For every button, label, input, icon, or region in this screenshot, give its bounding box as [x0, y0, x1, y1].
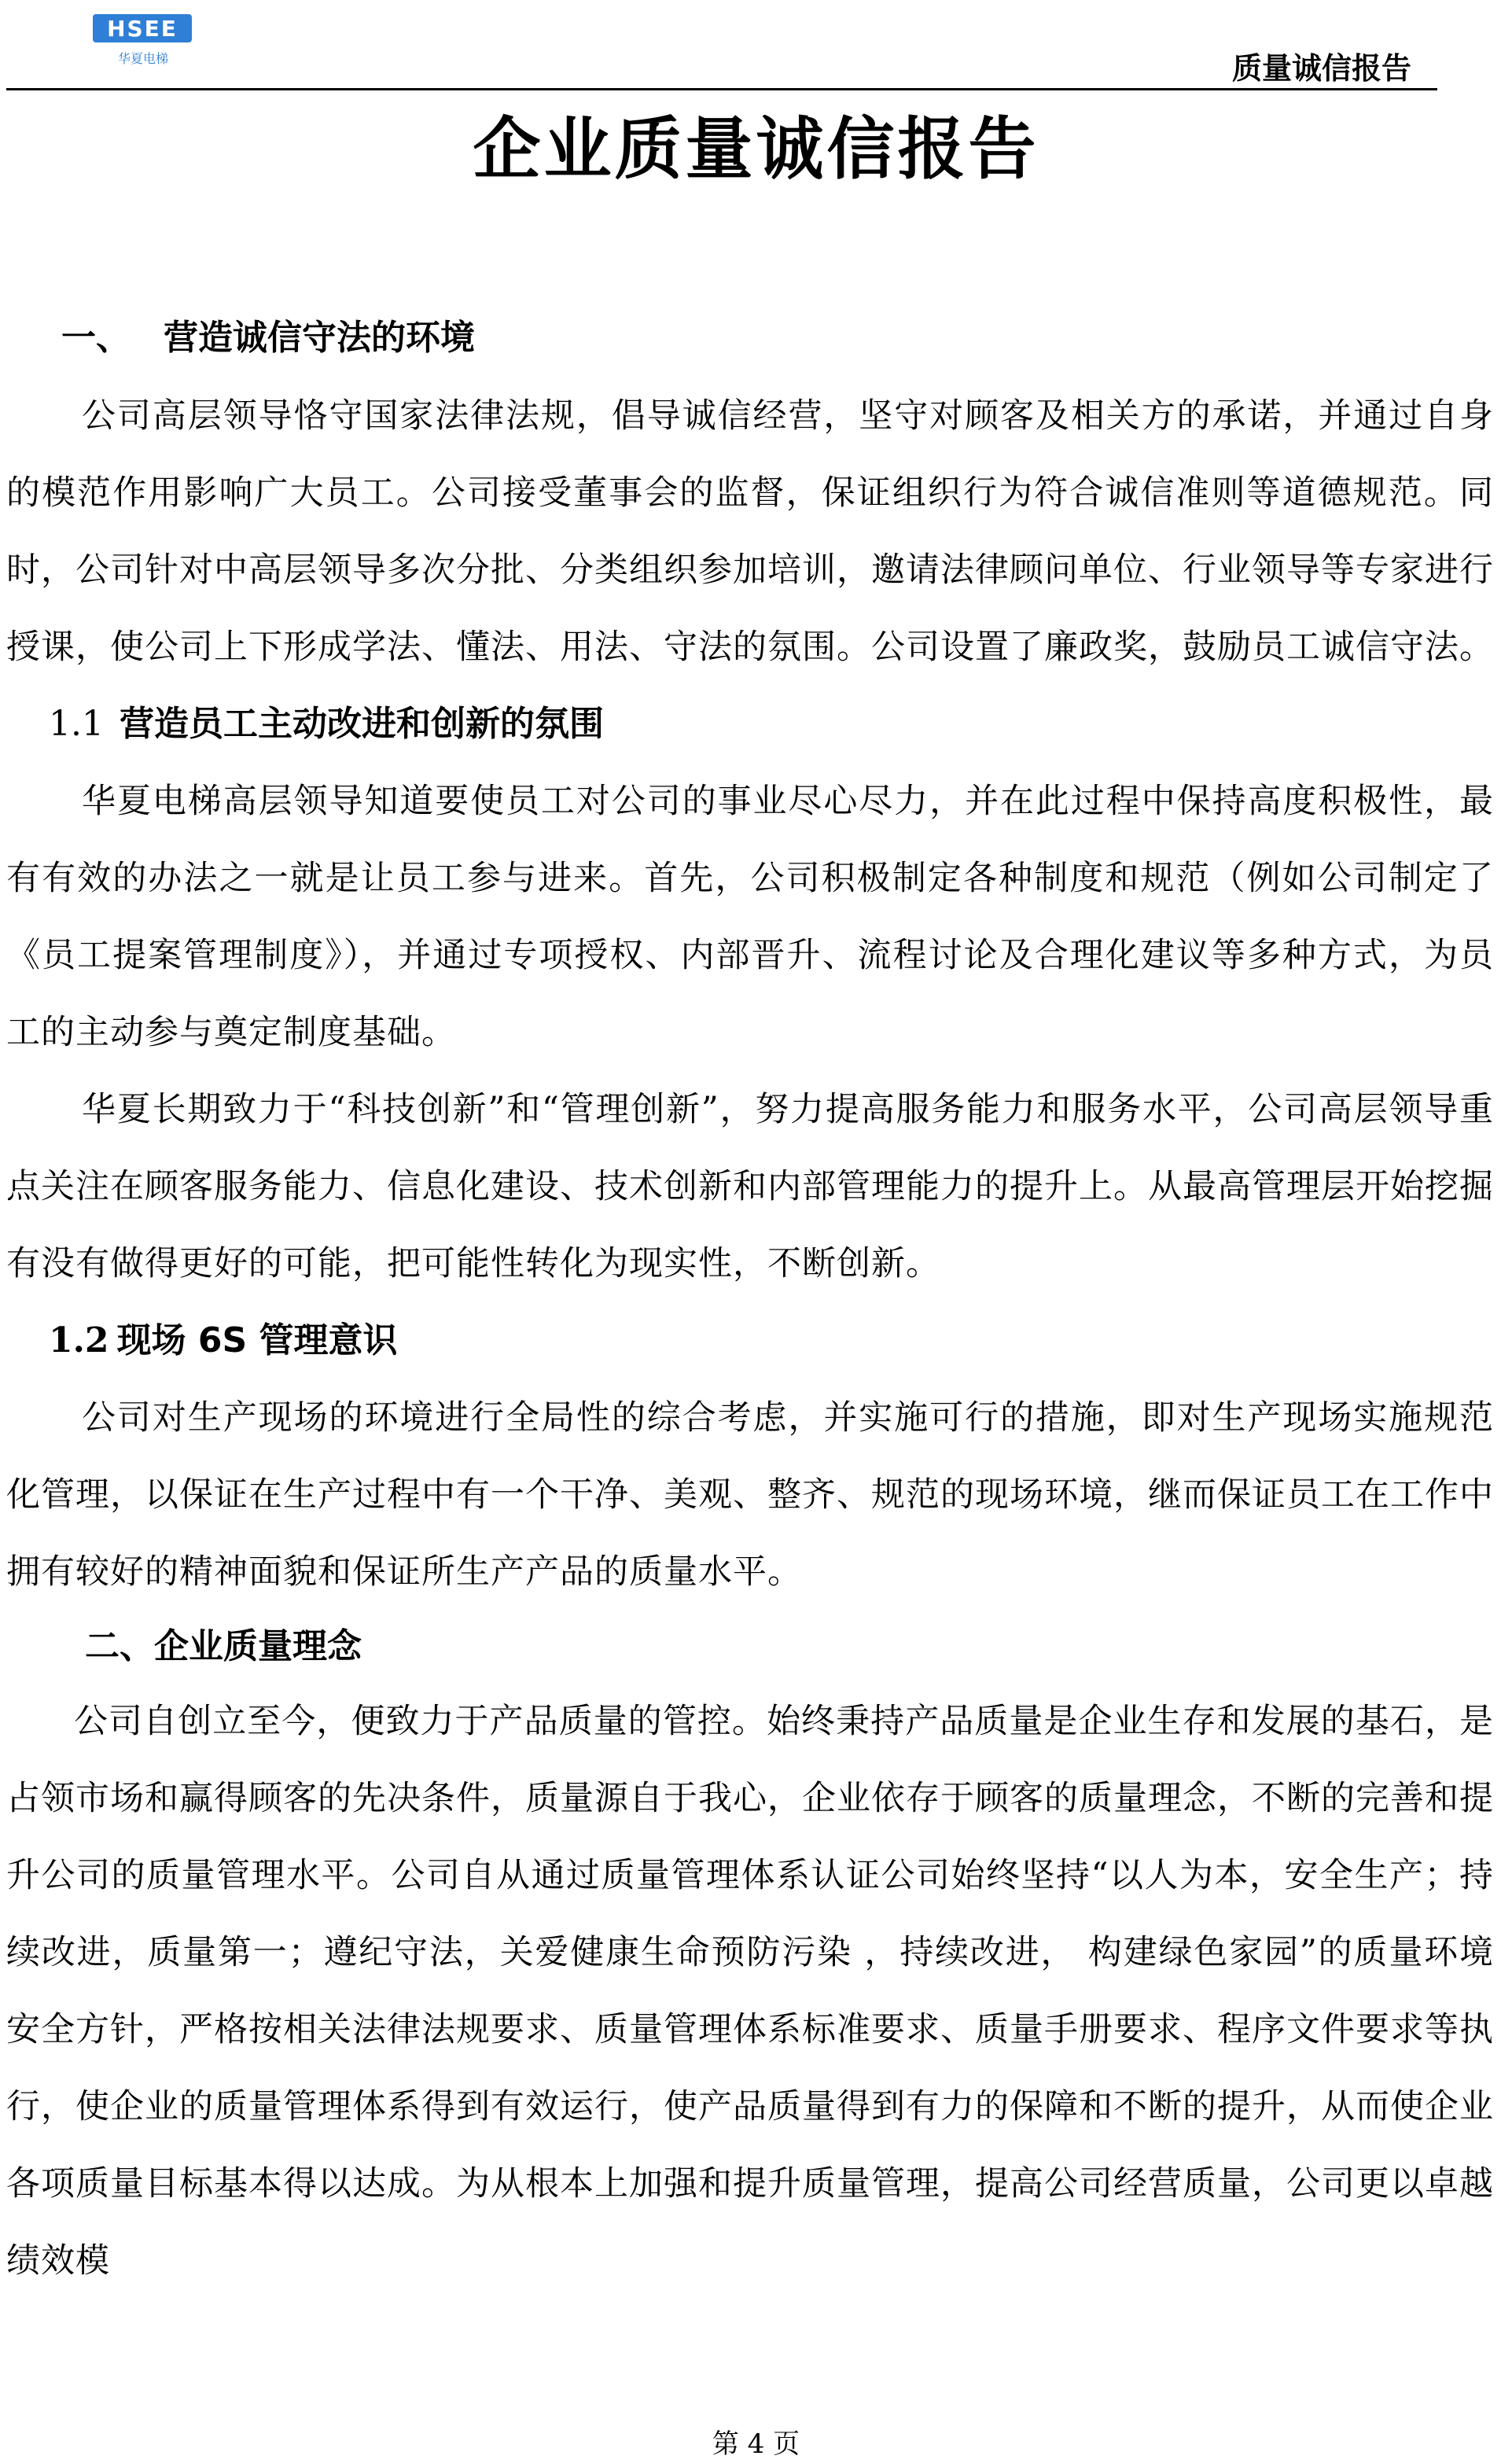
page-header: [0, 0, 1512, 94]
subsection-number: 1.2: [49, 1320, 109, 1360]
paragraph: 公司对生产现场的环境进行全局性的综合考虑，并实施可行的措施，即对生产现场实施规范化管理，以保证在生产过程中有一个干净、美观、整齐、规范的现场环境，继而保证员工在工作中拥有较好的精神面貌和保证所生产产品的质量水平。: [6, 1398, 1494, 1592]
subsection-title: 现场 6S 管理意识: [116, 1320, 398, 1360]
page-number: 第 4 页: [712, 2428, 800, 2460]
logo-subtitle: 华夏电梯: [117, 51, 168, 66]
subsection-heading-1-2: [6, 1302, 1494, 1379]
paragraph: 华夏电梯高层领导知道要使员工对公司的事业尽心尽力，并在此过程中保持高度积极性，最有有效的办法之一就是让员工参与进来。首先，公司积极制定各种制度和规范（例如公司制定了《员工提案管理制度》），并通过专项授权、内部晋升、流程讨论及合理化建议等多种方式，为员工的主动参与奠定制度基础。: [6, 782, 1494, 1052]
document-title: 企业质量诚信报告: [473, 110, 1039, 189]
subsection-heading-1-1: [6, 686, 1494, 763]
header-divider: [6, 88, 1437, 90]
company-logo: [93, 14, 193, 69]
section-heading-2: 二、企业质量理念: [85, 1626, 362, 1666]
document-body: [6, 299, 1494, 2299]
subsection-title: 营造员工主动改进和创新的氛围: [119, 704, 604, 744]
subsection-number: 1.1: [49, 704, 104, 744]
header-title: 质量诚信报告: [1231, 51, 1411, 86]
section-heading-1: [6, 299, 1494, 377]
paragraph: 公司高层领导恪守国家法律法规，倡导诚信经营，坚守对顾客及相关方的承诺，并通过自身的模范作用影响广大员工。公司接受董事会的监督，保证组织行为符合诚信准则等道德规范。同时，公司针对中高层领导多次分批、分类组织参加培训，邀请法律顾问单位、行业领导等专家进行授课，使公司上下形成学法、懂法、用法、守法的氛围。公司设置了廉政奖，鼓励员工诚信守法。: [6, 396, 1494, 667]
paragraph: 华夏长期致力于“科技创新”和“管理创新”，努力提高服务能力和服务水平，公司高层领导重点关注在顾客服务能力、信息化建设、技术创新和内部管理能力的提升上。从最高管理层开始挖掘有没有做得更好的可能，把可能性转化为现实性，不断创新。: [6, 1090, 1494, 1283]
section-number: 一、: [61, 318, 131, 358]
paragraph: 公司自创立至今，便致力于产品质量的管控。始终秉持产品质量是企业生存和发展的基石，是占领市场和赢得顾客的先决条件，质量源自于我心，企业依存于顾客的质量理念，不断的完善和提升公司的质量管理水平。公司自从通过质量管理体系认证公司始终坚持“以人为本，安全生产；持续改进，质量第一；遵纪守法，关爱健康生命预防污染 ，持续改进， 构建绿色家园”的质量环境安全方针，严格按相关法律法规要求、质量管理体系标准要求、质量手册要求、程序文件要求等执行，使企业的质量管理体系得到有效运行，使产品质量得到有力的保障和不断的提升，从而使企业各项质量目标基本得以达成。为从根本上加强和提升质量管理，提高公司经营质量，公司更以卓越绩效模: [6, 1702, 1494, 2281]
section-title: 营造诚信守法的环境: [164, 318, 475, 358]
logo-text: HSEE: [107, 16, 178, 42]
